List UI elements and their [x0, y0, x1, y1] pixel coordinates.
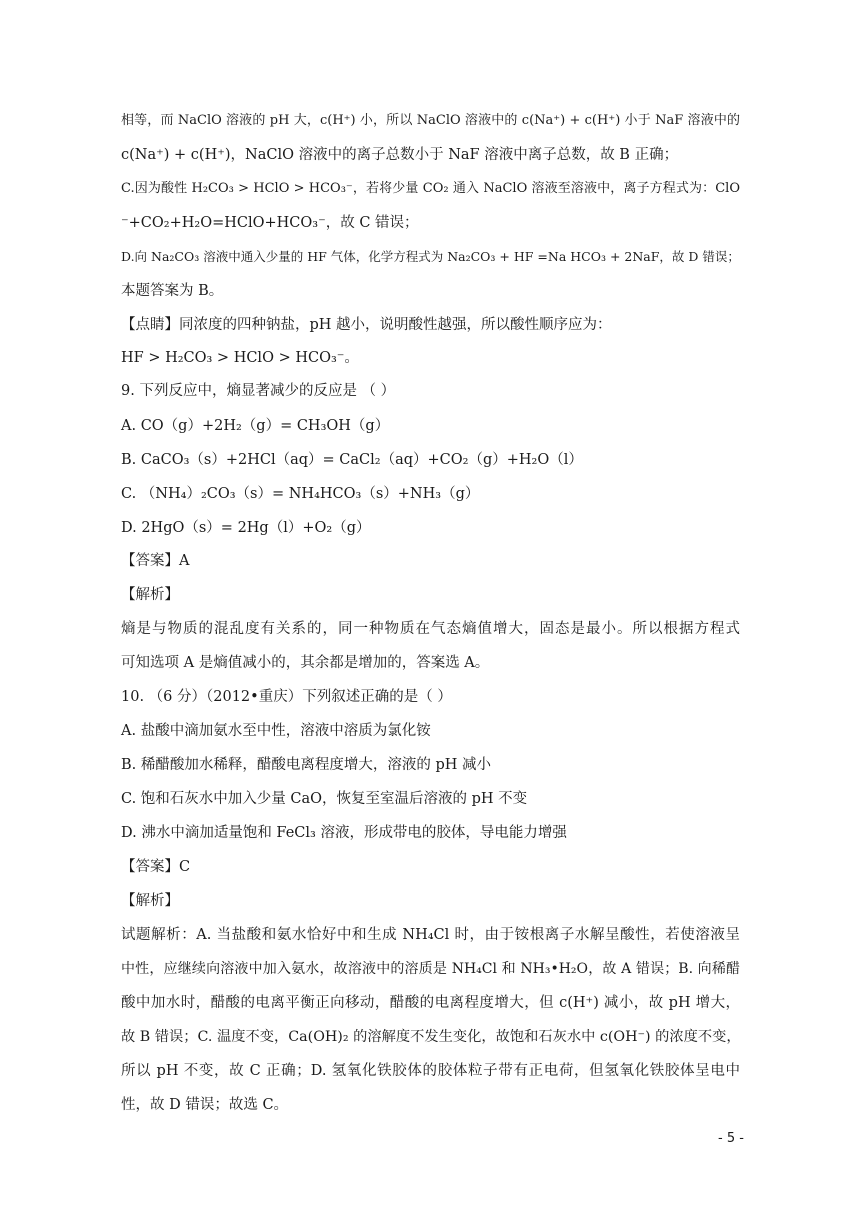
option-d: D. 2HgO（s）= 2Hg（l）+O₂（g）	[121, 520, 371, 536]
note-heading: 【点睛】同浓度的四种钠盐，pH 越小，说明酸性越强，所以酸性顺序应为：	[121, 317, 612, 333]
text-line: 熵是与物质的混乱度有关系的，同一种物质在气态熵值增大，固态是最小。所以根据方程式	[121, 621, 740, 637]
text-line: 中性，应继续向溶液中加入氨水，故溶液中的溶质是 NH₄Cl 和 NH₃•H₂O，故 A 错误；B. 向稀醋	[121, 961, 740, 977]
answer-label: 【答案】A	[121, 553, 190, 569]
text-line: 故 B 错误；C. 温度不变，Ca(OH)₂ 的溶解度不发生变化，故饱和石灰水中 c(OH⁻) 的浓度不变，	[121, 1029, 741, 1045]
option-b: B. 稀醋酸加水稀释，醋酸电离程度增大，溶液的 pH 减小	[121, 757, 492, 773]
text-line: HF > H₂CO₃ > HClO > HCO₃⁻。	[121, 350, 359, 366]
option-d: D. 沸水中滴加适量饱和 FeCl₃ 溶液，形成带电的胶体，导电能力增强	[121, 825, 567, 841]
text-line: 试题解析：A. 当盐酸和氨水恰好中和生成 NH₄Cl 时，由于铵根离子水解呈酸性，若使溶液呈	[121, 927, 740, 943]
option-a: A. 盐酸中滴加氨水至中性，溶液中溶质为氯化铵	[121, 723, 431, 739]
analysis-label: 【解析】	[121, 587, 179, 603]
text-line: 相等，而 NaClO 溶液的 pH 大，c(H⁺) 小，所以 NaClO 溶液中的 c(Na⁺) + c(H⁺) 小于 NaF 溶液中的	[121, 113, 740, 128]
text-line: ⁻+CO₂+H₂O=HClO+HCO₃⁻，故 C 错误；	[121, 215, 419, 231]
text-line: 酸中加水时，醋酸的电离平衡正向移动，醋酸的电离程度增大，但 c(H⁺) 减小，故 pH 增大，	[121, 995, 740, 1011]
text-line: C.因为酸性 H₂CO₃ > HClO > HCO₃⁻，若将少量 CO₂ 通入 NaClO 溶液至溶液中，离子方程式为：ClO	[121, 181, 740, 196]
text-line: 可知选项 A 是熵值减小的，其余都是增加的，答案选 A。	[121, 655, 490, 671]
option-c: C. 饱和石灰水中加入少量 CaO，恢复至室温后溶液的 pH 不变	[121, 791, 528, 807]
text-line: c(Na⁺) + c(H⁺)，NaClO 溶液中的离子总数小于 NaF 溶液中离子总数，故 B 正确；	[121, 147, 679, 163]
option-a: A. CO（g）+2H₂（g）= CH₃OH（g）	[121, 418, 390, 434]
option-b: B. CaCO₃（s）+2HCl（aq）= CaCl₂（aq）+CO₂（g）+H₂O（l）	[121, 452, 583, 468]
page-number: - 5 -	[718, 1131, 744, 1146]
text-line: 本题答案为 B。	[121, 283, 224, 299]
answer-label: 【答案】C	[121, 859, 191, 875]
text-line: 所以 pH 不变，故 C 正确；D. 氢氧化铁胶体的胶体粒子带有正电荷，但氢氧化铁胶体呈电中	[121, 1063, 740, 1079]
text-line: 性，故 D 错误；故选 C。	[121, 1097, 289, 1113]
analysis-label: 【解析】	[121, 893, 179, 909]
question-9: 9. 下列反应中，熵显著减少的反应是 （ ）	[121, 383, 396, 399]
question-10: 10. （6 分）（2012•重庆）下列叙述正确的是（ ）	[121, 689, 452, 705]
option-c: C. （NH₄）₂CO₃（s）= NH₄HCO₃（s）+NH₃（g）	[121, 486, 480, 502]
text-line: D.向 Na₂CO₃ 溶液中通入少量的 HF 气体，化学方程式为 Na₂CO₃ + HF =Na HCO₃ + 2NaF，故 D 错误；	[121, 249, 740, 264]
